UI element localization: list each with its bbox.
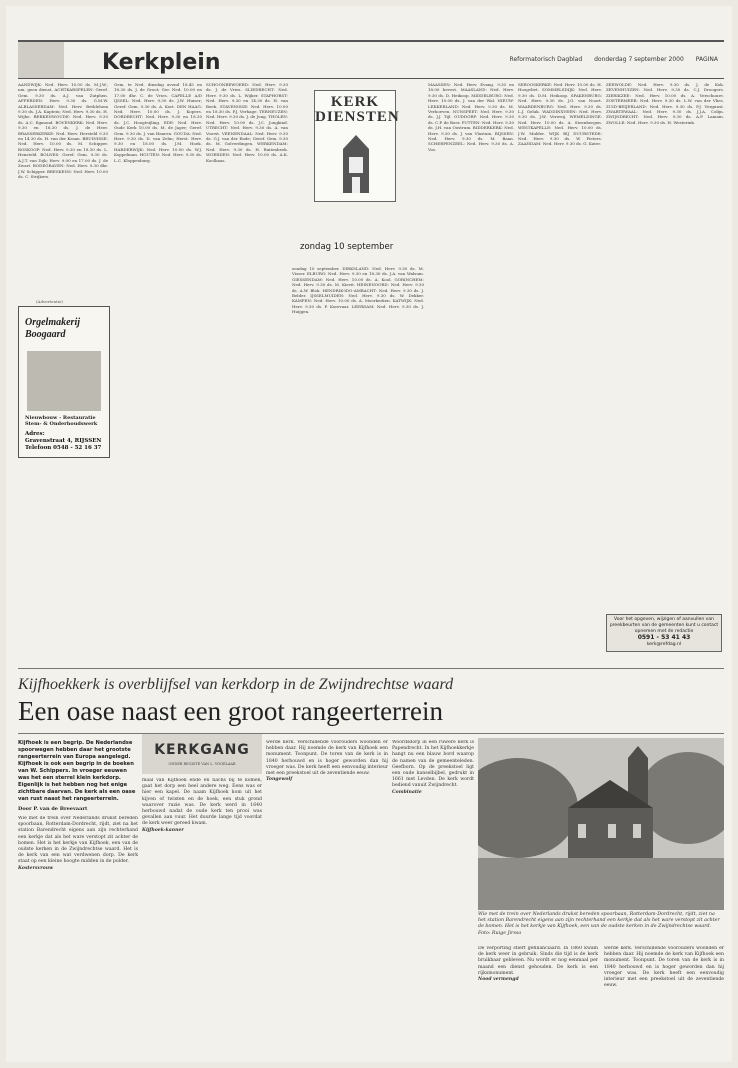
listing-column-1: AANDWIJK: Ned. Herv. 10.00 ds. M.J.W.; nm. geen dienst. ACHTKARSPELEN: Geref. Gem. 9.30 ds. A.J. van Zutphen. AFFERDEN: Herv. 9.30 ds. G.M.W. ALBLASSERDAM: Ned. Herv. Bethlehem 9.30 ds. J.A. Kaptein; Ned. Herv. 9.30 ds. H. Wijhe. BERKENWOUDE: Ned. Herv. 9.30 ds. A.C. Egmond. BOVENKERK: Ned. Herv. 9.30 en 18.30 ds. J. de Heer. BRASSERKERKE: Ned. Herv. Hersteld 9.30 en 14.30 ds. H. van der Kraan. BRUINISSE: Ned. Herv. 10.00 ds. M. Schipper. BOSKOOP: Ned. Herv. 9.30 en 18.30 ds. L. Hensteld. BOLNES: Geref. Gem. 9.30 ds. A.J.T. van Dijk; Herv. 9.00 en 17.00 ds. J. de Zwart. BODEGRAVEN: Ned. Herv. 9.30 dhr. J.W. Schipper. BRESKENS: Ned. Herv. 10.00 ds. C. Strijkers. bbox=[18, 82, 108, 179]
divider bbox=[18, 733, 724, 734]
church-icon bbox=[339, 135, 373, 193]
advert-label: (Advertentie) bbox=[36, 299, 63, 304]
kerkdiensten-title-line2: DIENSTEN bbox=[315, 109, 400, 125]
kerkdiensten-title-line1: KERK bbox=[330, 94, 380, 110]
photo-caption bbox=[478, 912, 724, 937]
listing-column-3: SCHOONREWOERD: Ned. Herv. 9.30 ds. J. de Vries. SLIEDRECHT: Ned. Herv. 9.30 ds. L. Wijker. STAPHORST: Ned. Herv. 9.30 en 14.30 ds. H. van Beek. STAVENISSE: Ned. Herv. 10.00 en 18.30 ds. P.J. Verhage. TERNEUZEN: Ned. Herv. 9.30 ds. J. de Jong. THOLEN: Ned. Herv. 10.00 ds. J.C. Jongkind. UTRECHT: Ned. Herv. 9.30 ds. A. van Voorst. VEENENDAAL: Ned. Herv. 9.30 ds. G.J. van der Ende; Geref. Gem. 9.30 ds. M. Golverdingen. WERKENDAM: Ned. Herv. 9.30 ds. H. Ruitenbeek. WOERDEN: Ned. Herv. 10.00 ds. A.K. Koolhaas. bbox=[206, 82, 288, 163]
advert-title bbox=[25, 317, 80, 341]
article-text-2: maal van Kijfhoek ende en nachs bij te komen, gaat het dorp een heel andere weg. Eens was er hier een kapel. De naam Kijfhoek kom uit het kijven of twisten en de hoek, een stuk grond waarover ruzie was. De kerk werd in 1640 herbouwd nadat de oude kerk ten prooi was gevallen aan vuur. Het duurde lange tijd voordat de kerk weer gereed kwam. bbox=[142, 778, 262, 827]
info-box-text: Voor het opgeven, wijzigen of aanvullen van preekbeurten van de gemeenten kunt u contact opnemen met de redactie bbox=[609, 617, 719, 634]
article-kicker: Kijfhoekkerk is overblijfsel van kerkdorp in de Zwijndrechtse waard bbox=[18, 676, 454, 693]
listing-column-5: MAASSEN: Ned. Herv. Evang. 9.30 en 18.00 bevest. MAASLAND: Ned. Herv. 9.30 ds. D. Heikoop. MIDDELBURG: Ned. Herv. 10.00 ds. J. van der Wal. NIEUW-LEKKERLAND: Ned. Herv. 9.30 ds. M. Verhoeven. NUNSPEET: Ned. Herv. 9.30 ds. J.J. Tijl. OUDDORP: Ned. Herv. 9.30 ds. C.P. de Boer. PUTTEN: Ned. Herv. 9.30 ds. J.H. van Oostrum. RIDDERKERK: Ned. Herv. 9.30 ds. J. van Vlastuin. RIJSSEN: Ned. Herv. 9.30 ds. M. Baan. SCHERPENZEEL: Ned. Herv. 9.30 ds. A. Vos. bbox=[428, 82, 514, 152]
subhead-tongewolf: Tongewolf bbox=[266, 777, 293, 783]
advert-subtitle: Nieuwbouw - Restauratie Stem- & Onderhoudswerk bbox=[25, 415, 98, 427]
page-header bbox=[18, 40, 724, 79]
subhead-combinatie: Combinatie bbox=[392, 789, 422, 795]
divider bbox=[18, 668, 724, 669]
kerkdiensten-block bbox=[292, 82, 424, 260]
article-column-6: werde kerk. Verschillende voorouders woonden er hebben daar. Hij noemde de kerk van Kijfhoek een monument. Toonpunt. De toren van de kerk is in 1840 herbouwd en is hoger geworden dan hij vroeger was. De kerk heeft een eenvoudig interieur met een preekstoel uit de zeventiende eeuw. bbox=[604, 946, 724, 989]
contact-info-box bbox=[606, 614, 722, 652]
article-column-2 bbox=[142, 778, 262, 1052]
info-box-phone: 0591 - 53 41 43 bbox=[637, 634, 691, 641]
subhead-nood: Nood vermengd bbox=[478, 977, 519, 983]
kerkgang-logo bbox=[142, 734, 262, 774]
photo-credit: Foto: Ruige Jirssa bbox=[478, 930, 522, 936]
section-title: Kerkplein bbox=[102, 50, 221, 75]
advert-title-line2: Boogaard bbox=[25, 329, 66, 340]
advert-phone: Telefoon 0548 - 52 16 37 bbox=[25, 445, 102, 451]
subhead-kostersvrouw: Kostersvrouw bbox=[18, 865, 54, 871]
article-column-1 bbox=[18, 816, 138, 1052]
church-photo-illustration bbox=[478, 738, 724, 910]
advert-address bbox=[25, 431, 101, 452]
kerkgang-title: KERKGANG bbox=[154, 742, 250, 758]
article-text-3: werde kerk. Verschillende voorouders woonden er hebben daar. Hij noemde de kerk van Kijfhoek een monument. Toonpunt. De toren van de kerk is in 1840 herbouwd en is hoger geworden dan hij vroeger was. De kerk heeft een eenvoudig interieur met een preekstoel uit de zeventiende eeuw. bbox=[266, 740, 388, 777]
newspaper-page bbox=[6, 6, 732, 1062]
kerkdiensten-logo bbox=[314, 90, 400, 202]
photo-caption-text: Wie met de trein over Nederlands drukst bereden spoorbaan, Rotterdam-Dordrecht, rijdt, ziet na het station Barendrecht eigens aan zijn rechterhand een kerkje dat als het ware verstopt zit achter de bomen. Het is het kerkje van Kijfhoek, een van de oudste kerken in de Zwijndrechtse waard. bbox=[478, 912, 720, 930]
listing-column-2: Gem. te Ned. dinsdag avond 18.45 en 18.30 ds. J. de Groot; Ger. Ned. 10.00 en 17.00 dhr. C. de Vries. CAPELLE A/D IJSSEL: Ned. Herv. 9.30 ds. J.W. Huiser; Geref. Gem. 9.30 ds. A. Kort. DEN HAAG: Ned. Herv. 10.00 ds. J. Kopers. DORDRECHT: Ned. Herv. 9.30 en 18.30 ds. J.C. Hoogteijling. EDE: Ned. Herv. Oude Kerk 10.00 ds. M. de Jager; Geref. Gem. 9.30 ds. J. van Haaren. GOUDA: Ned. Herv. 9.30 ds. D. van Zelm; Herst. Herv. 9.30 en 18.00 ds. J.M. Hoek. HARDERWIJK: Ned. Herv. 10.00 ds. W.J. Koppelman. HOUTEN: Ned. Herv. 9.30 ds. L.C. Kloppenburg. bbox=[114, 82, 202, 163]
article-byline: Door P. van de Breevaart bbox=[18, 806, 88, 812]
info-box-email[interactable]: kerk@refdag.nl bbox=[646, 642, 682, 647]
kerkgang-subtitle: ONDER REGISTE VAN L. VOGELAAR bbox=[168, 762, 236, 766]
article-text-4: Woordsdorp in een ruwere kerk is Papendrecht. In het Kijfhoekkerkje hangt nu een blauw bord waarop de namen van de gemeenteleden. Geefborn. Op de preekstoel ligt een oude kanselbijbel, gedrukt in 1661 met Levden. De kerk wordt bediend vanuit Zwijndrecht. bbox=[392, 740, 474, 789]
listing-column-4: zondag 10 september. DIRKSLAND: Ned. Herv. 9.30 ds. M. Visser. ELBURG: Ned. Herv. 9.30 en 18.30 ds. J.A. van Walsum. GIESSENDAM: Ned. Herv. 10.00 ds. A. Kool. GORINCHEM: Ned. Herv. 9.30 ds. M. Kievit. HEINENOORD: Ned. Herv. 9.30 ds. A.W. Blok. HENDRIK-IDO-AMBACHT: Ned. Herv. 9.30 ds. J. Belder. IJSSELMUIDEN: Ned. Herv. 9.30 ds. W. Dekker. KAMPEN: Ned. Herv. 10.00 ds. A. Moerkerken. KATWIJK: Ned. Herv. 9.30 ds. P. Korevaar. LEERDAM: Ned. Herv. 9.30 ds. J. Huijgen. bbox=[292, 266, 424, 315]
header-meta bbox=[500, 56, 718, 63]
article-column-4 bbox=[392, 740, 474, 1052]
service-date: zondag 10 september bbox=[300, 242, 394, 252]
article-intro: Kijfhoek is een begrip. De Nederlandse spoorwegen hebben daar het grootste rangeerterrein van Europa aangelegd. Kijfhoek is ook een begrip in de boeken van W. Schippers. In vroeger eeuwen was het een sterrel klein kerkdorp. Eigenlijk is het hebben nog het enige zichtbare daarvan. De kerk als een oase van rust naast het rangeerterrein. bbox=[18, 740, 136, 802]
advert-address-label: Adres: bbox=[25, 431, 45, 437]
subhead-kijfhoek-kanner: Kijfhoek-kanner bbox=[142, 827, 184, 833]
article-column-3 bbox=[266, 740, 388, 1052]
listing-column-6: SEROOSKERKE: Ned. Herv. 10.00 ds. H. Hoogvliet. SOMMELSDIJK: Ned. Herv. 9.30 ds. D.M. Heikoop. SPAKENBURG: Ned. Herv. 9.30 ds. J.G. van Noort. WAARDENBURG: Ned. Herv. 9.30 ds. L.J. Geluk. WADDINXVEEN: Ned. Herv. 9.30 ds. J.W. Verweij. WEMELDINGE: Ned. Herv. 10.00 ds. A. Steenbergen. WESTKAPELLE: Ned. Herv. 10.00 ds. J.W. Mulder. WIJK BIJ DUURSTEDE: Ned. Herv. 9.30 ds. W. Pieters. ZAANDAM: Ned. Herv. 9.30 ds. G. Kater. bbox=[518, 82, 602, 147]
newspaper-name: Reformatorisch Dagblad bbox=[509, 56, 583, 63]
article-text-5: De verporting stierf gefinanciaard. In 1860 kwam de kerk weer in gebruik. Sinds die tijd is de kerk bruikbaar gebleven. Nu wordt er nog eenmaal per maand een dienst gehouden. De kerk is een rijksmonument. bbox=[478, 946, 598, 976]
organ-image bbox=[27, 351, 101, 411]
header-bar bbox=[18, 42, 64, 78]
advert-title-line1: Orgelmakerij bbox=[25, 317, 80, 328]
orgelmakerij-advert[interactable] bbox=[18, 306, 110, 458]
article-text-1: Wie met de trein over Nederlands drukst bereden spoorbaan, Rotterdam-Dordrecht, rijdt, ziet na het station Barendrecht eigens aan zijn rechterhand een kerkje dat als het ware verstopt zit achter de bomen. Het is het kerkje van Kijfhoek, een van de oudste kerken in de Zwijndrechtse waard. Het is de kerk van een wat verdwenen dorp. De kerk staat op een kleine hoogte midden in de polder. bbox=[18, 816, 138, 865]
issue-date: donderdag 7 september 2000 bbox=[594, 56, 684, 63]
advert-address-line: Gravenstraat 4, RIJSSEN bbox=[25, 438, 102, 444]
article-headline: Een oase naast een groot rangeerterrein bbox=[18, 696, 444, 726]
page-label: PAGINA bbox=[695, 56, 718, 63]
listing-column-7: ZEEWOLDE: Ned. Herv. 9.30 ds. J. de Kok. ZEVENHUIZEN: Ned. Herv. 9.30 ds. C.J. Droogers. ZIERIKZEE: Ned. Herv. 10.00 ds. A. Verschuure. ZOETERMEER: Ned. Herv. 9.30 ds. L.W. van der Vlies. ZUID-BEIJERLAND: Ned. Herv. 9.30 ds. P.J. Vergunst. ZWARTEWAAL: Ned. Herv. 9.30 ds. J.J.A. Colijn. ZWIJNDRECHT: Ned. Herv. 9.30 ds. A.P. Lamain. ZWOLLE: Ned. Herv. 9.30 ds. H. Westerink. bbox=[606, 82, 724, 125]
article-column-5 bbox=[478, 946, 598, 1052]
church-photo bbox=[478, 738, 724, 910]
kerkdiensten-title bbox=[315, 94, 400, 125]
